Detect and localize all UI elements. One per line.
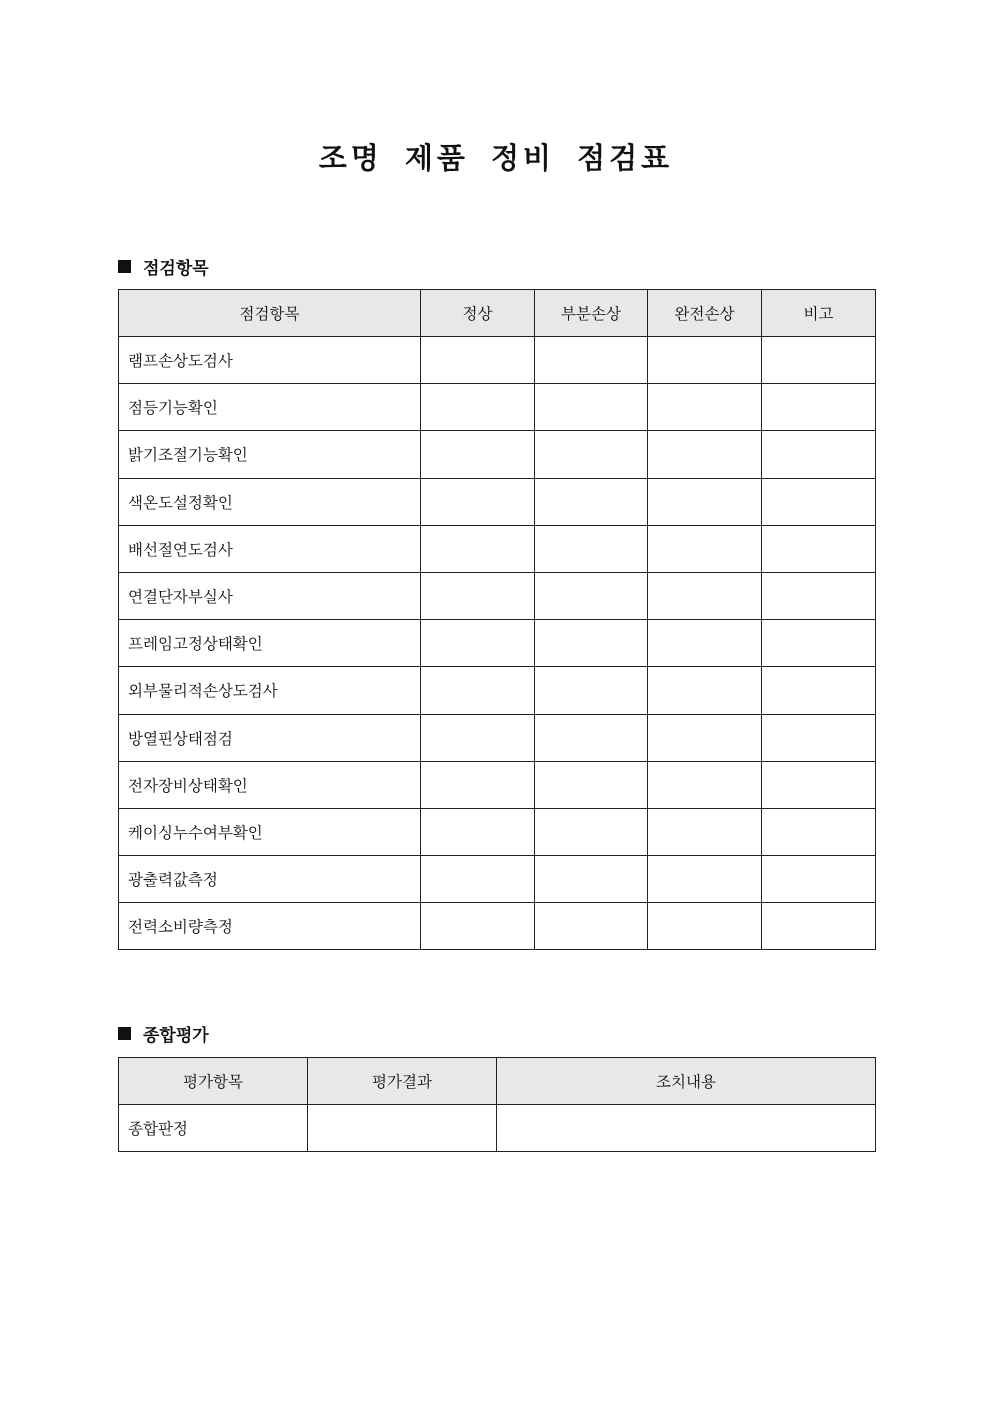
table-row bbox=[119, 761, 876, 808]
item-label: 케이싱누수여부확인 bbox=[119, 808, 421, 855]
total-damage-cell[interactable] bbox=[648, 478, 762, 525]
remarks-cell[interactable] bbox=[762, 525, 876, 572]
item-label: 색온도설정확인 bbox=[119, 478, 421, 525]
total-damage-cell[interactable] bbox=[648, 808, 762, 855]
total-damage-cell[interactable] bbox=[648, 431, 762, 478]
item-label: 종합판정 bbox=[119, 1105, 308, 1152]
normal-cell[interactable] bbox=[421, 903, 535, 950]
square-bullet-icon bbox=[118, 260, 131, 273]
table-row bbox=[119, 384, 876, 431]
remarks-cell[interactable] bbox=[762, 714, 876, 761]
normal-cell[interactable] bbox=[421, 761, 535, 808]
remarks-cell[interactable] bbox=[762, 572, 876, 619]
column-header: 정상 bbox=[421, 290, 535, 337]
total-damage-cell[interactable] bbox=[648, 903, 762, 950]
normal-cell[interactable] bbox=[421, 525, 535, 572]
table-row bbox=[119, 572, 876, 619]
normal-cell[interactable] bbox=[421, 384, 535, 431]
column-header: 평가결과 bbox=[308, 1058, 497, 1105]
section-title: 종합평가 bbox=[143, 1026, 209, 1046]
item-label: 광출력값측정 bbox=[119, 856, 421, 903]
result-cell[interactable] bbox=[308, 1105, 497, 1152]
inspection-table bbox=[118, 289, 876, 950]
item-label: 외부물리적손상도검사 bbox=[119, 667, 421, 714]
normal-cell[interactable] bbox=[421, 337, 535, 384]
column-header: 평가항목 bbox=[119, 1058, 308, 1105]
table-row bbox=[119, 620, 876, 667]
table-header-row bbox=[119, 290, 876, 337]
table-header-row bbox=[119, 1058, 876, 1105]
item-label: 연결단자부실사 bbox=[119, 572, 421, 619]
table-row bbox=[119, 431, 876, 478]
page-title: 조명 제품 정비 점검표 bbox=[318, 141, 674, 175]
section-heading-inspection bbox=[118, 254, 209, 279]
total-damage-cell[interactable] bbox=[648, 525, 762, 572]
total-damage-cell[interactable] bbox=[648, 714, 762, 761]
normal-cell[interactable] bbox=[421, 667, 535, 714]
normal-cell[interactable] bbox=[421, 478, 535, 525]
remarks-cell[interactable] bbox=[762, 384, 876, 431]
table-row bbox=[119, 903, 876, 950]
remarks-cell[interactable] bbox=[762, 431, 876, 478]
table-row bbox=[119, 337, 876, 384]
remarks-cell[interactable] bbox=[762, 903, 876, 950]
table-row bbox=[119, 808, 876, 855]
normal-cell[interactable] bbox=[421, 431, 535, 478]
normal-cell[interactable] bbox=[421, 808, 535, 855]
partial-damage-cell[interactable] bbox=[535, 856, 648, 903]
remarks-cell[interactable] bbox=[762, 808, 876, 855]
column-header: 부분손상 bbox=[535, 290, 648, 337]
partial-damage-cell[interactable] bbox=[535, 337, 648, 384]
item-label: 전자장비상태확인 bbox=[119, 761, 421, 808]
column-header: 조치내용 bbox=[497, 1058, 876, 1105]
table-row bbox=[119, 667, 876, 714]
total-damage-cell[interactable] bbox=[648, 384, 762, 431]
normal-cell[interactable] bbox=[421, 572, 535, 619]
partial-damage-cell[interactable] bbox=[535, 761, 648, 808]
table-row bbox=[119, 856, 876, 903]
total-damage-cell[interactable] bbox=[648, 667, 762, 714]
normal-cell[interactable] bbox=[421, 620, 535, 667]
partial-damage-cell[interactable] bbox=[535, 431, 648, 478]
column-header: 점검항목 bbox=[119, 290, 421, 337]
partial-damage-cell[interactable] bbox=[535, 714, 648, 761]
total-damage-cell[interactable] bbox=[648, 337, 762, 384]
normal-cell[interactable] bbox=[421, 856, 535, 903]
item-label: 배선절연도검사 bbox=[119, 525, 421, 572]
remarks-cell[interactable] bbox=[762, 761, 876, 808]
normal-cell[interactable] bbox=[421, 714, 535, 761]
partial-damage-cell[interactable] bbox=[535, 620, 648, 667]
item-label: 밝기조절기능확인 bbox=[119, 431, 421, 478]
total-damage-cell[interactable] bbox=[648, 620, 762, 667]
action-cell[interactable] bbox=[497, 1105, 876, 1152]
remarks-cell[interactable] bbox=[762, 337, 876, 384]
evaluation-table bbox=[118, 1057, 876, 1152]
item-label: 점등기능확인 bbox=[119, 384, 421, 431]
section-heading-evaluation bbox=[118, 1021, 209, 1046]
table-row bbox=[119, 478, 876, 525]
item-label: 프레임고정상태확인 bbox=[119, 620, 421, 667]
item-label: 램프손상도검사 bbox=[119, 337, 421, 384]
section-title: 점검항목 bbox=[143, 259, 209, 279]
table-row bbox=[119, 714, 876, 761]
partial-damage-cell[interactable] bbox=[535, 667, 648, 714]
partial-damage-cell[interactable] bbox=[535, 525, 648, 572]
total-damage-cell[interactable] bbox=[648, 572, 762, 619]
total-damage-cell[interactable] bbox=[648, 856, 762, 903]
item-label: 전력소비량측정 bbox=[119, 903, 421, 950]
column-header: 완전손상 bbox=[648, 290, 762, 337]
remarks-cell[interactable] bbox=[762, 620, 876, 667]
partial-damage-cell[interactable] bbox=[535, 903, 648, 950]
remarks-cell[interactable] bbox=[762, 478, 876, 525]
remarks-cell[interactable] bbox=[762, 856, 876, 903]
square-bullet-icon bbox=[118, 1027, 131, 1040]
remarks-cell[interactable] bbox=[762, 667, 876, 714]
partial-damage-cell[interactable] bbox=[535, 478, 648, 525]
table-row bbox=[119, 525, 876, 572]
item-label: 방열핀상태점검 bbox=[119, 714, 421, 761]
column-header: 비고 bbox=[762, 290, 876, 337]
partial-damage-cell[interactable] bbox=[535, 572, 648, 619]
partial-damage-cell[interactable] bbox=[535, 384, 648, 431]
total-damage-cell[interactable] bbox=[648, 761, 762, 808]
table-row bbox=[119, 1105, 876, 1152]
partial-damage-cell[interactable] bbox=[535, 808, 648, 855]
